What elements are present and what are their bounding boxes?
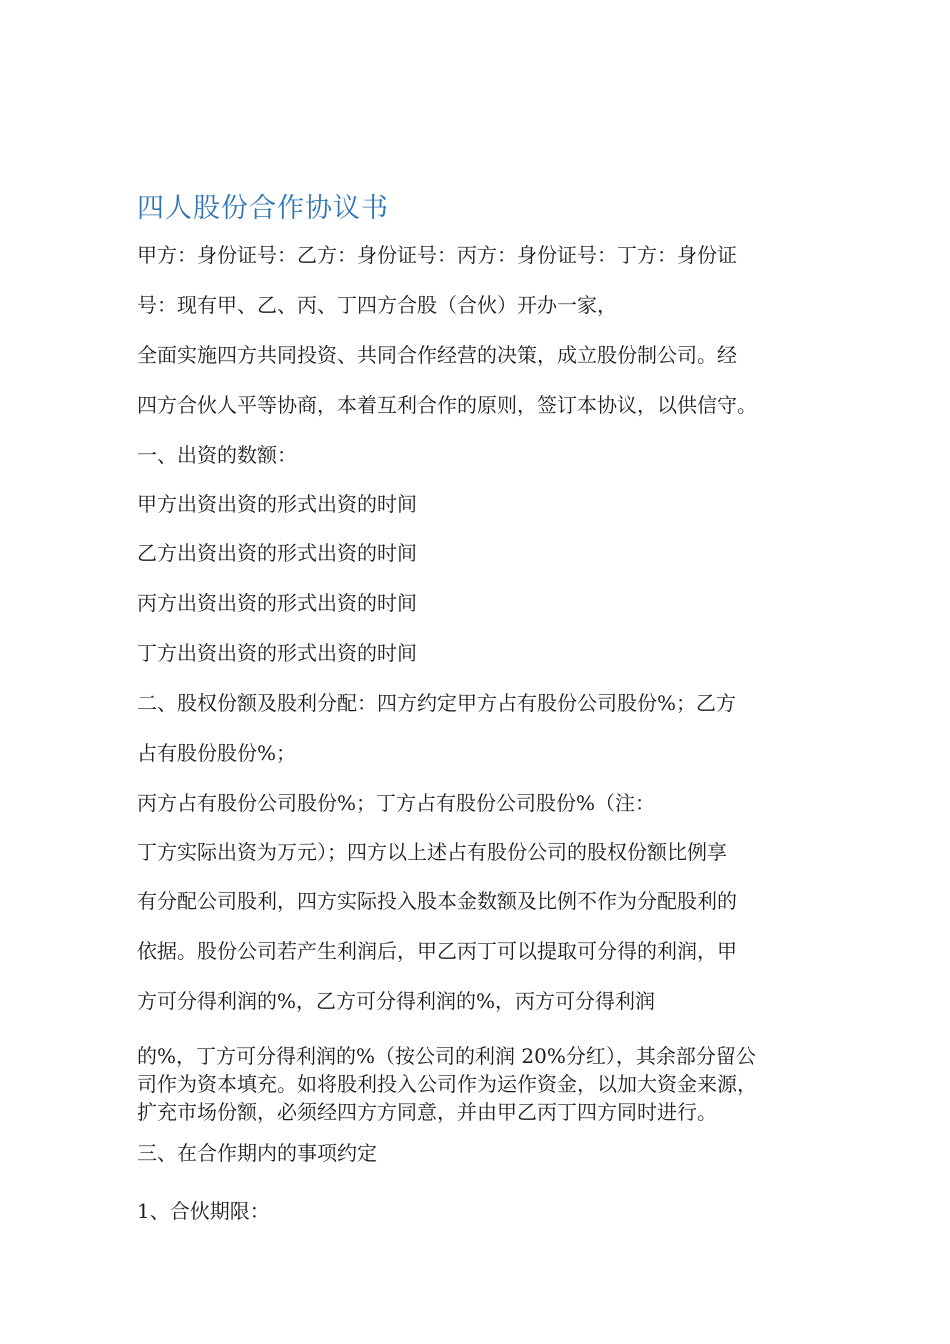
document-title: 四人股份合作协议书 xyxy=(137,193,389,224)
tight-paragraph xyxy=(137,1042,827,1126)
paragraph-line: 四方合伙人平等协商，本着互利合作的原则，签订本协议，以供信守。 xyxy=(137,393,757,417)
paragraph-line: 方可分得利润的%，乙方可分得利润的%，丙方可分得利润 xyxy=(137,989,656,1013)
paragraph-line: 号：现有甲、乙、丙、丁四方合股（合伙）开办一家， xyxy=(137,293,617,317)
paragraph-line: 依据。股份公司若产生利润后，甲乙丙丁可以提取可分得的利润，甲 xyxy=(137,939,737,963)
paragraph-line: 丁方出资出资的形式出资的时间 xyxy=(137,641,417,665)
paragraph-line: 丁方实际出资为万元）；四方以上述占有股份公司的股权份额比例享 xyxy=(137,840,727,864)
paragraph-line: 扩充市场份额，必须经四方方同意，并由甲乙丙丁四方同时进行。 xyxy=(137,1100,717,1124)
paragraph-line: 有分配公司股利，四方实际投入股本金数额及比例不作为分配股利的 xyxy=(137,889,737,913)
paragraph-line: 甲方：身份证号：乙方：身份证号：丙方：身份证号：丁方：身份证 xyxy=(137,243,737,267)
paragraph-line: 丙方出资出资的形式出资的时间 xyxy=(137,591,417,615)
list-item: 1、合伙期限： xyxy=(137,1199,270,1223)
section-heading: 二、股权份额及股利分配：四方约定甲方占有股份公司股份%；乙方 xyxy=(137,691,737,715)
section-heading: 三、在合作期内的事项约定 xyxy=(137,1141,377,1165)
paragraph-line: 丙方占有股份公司股份%；丁方占有股份公司股份%（注： xyxy=(137,791,656,815)
paragraph-line: 司作为资本填充。如将股利投入公司作为运作资金，以加大资金来源， xyxy=(137,1072,757,1096)
paragraph-line: 全面实施四方共同投资、共同合作经营的决策，成立股份制公司。经 xyxy=(137,343,737,367)
section-heading: 一、出资的数额： xyxy=(137,443,297,467)
paragraph-line: 乙方出资出资的形式出资的时间 xyxy=(137,541,417,565)
paragraph-line: 甲方出资出资的形式出资的时间 xyxy=(137,492,417,516)
paragraph-line: 的%，丁方可分得利润的%（按公司的利润 20%分红），其余部分留公 xyxy=(137,1044,756,1068)
paragraph-line: 占有股份股份%； xyxy=(137,741,297,765)
